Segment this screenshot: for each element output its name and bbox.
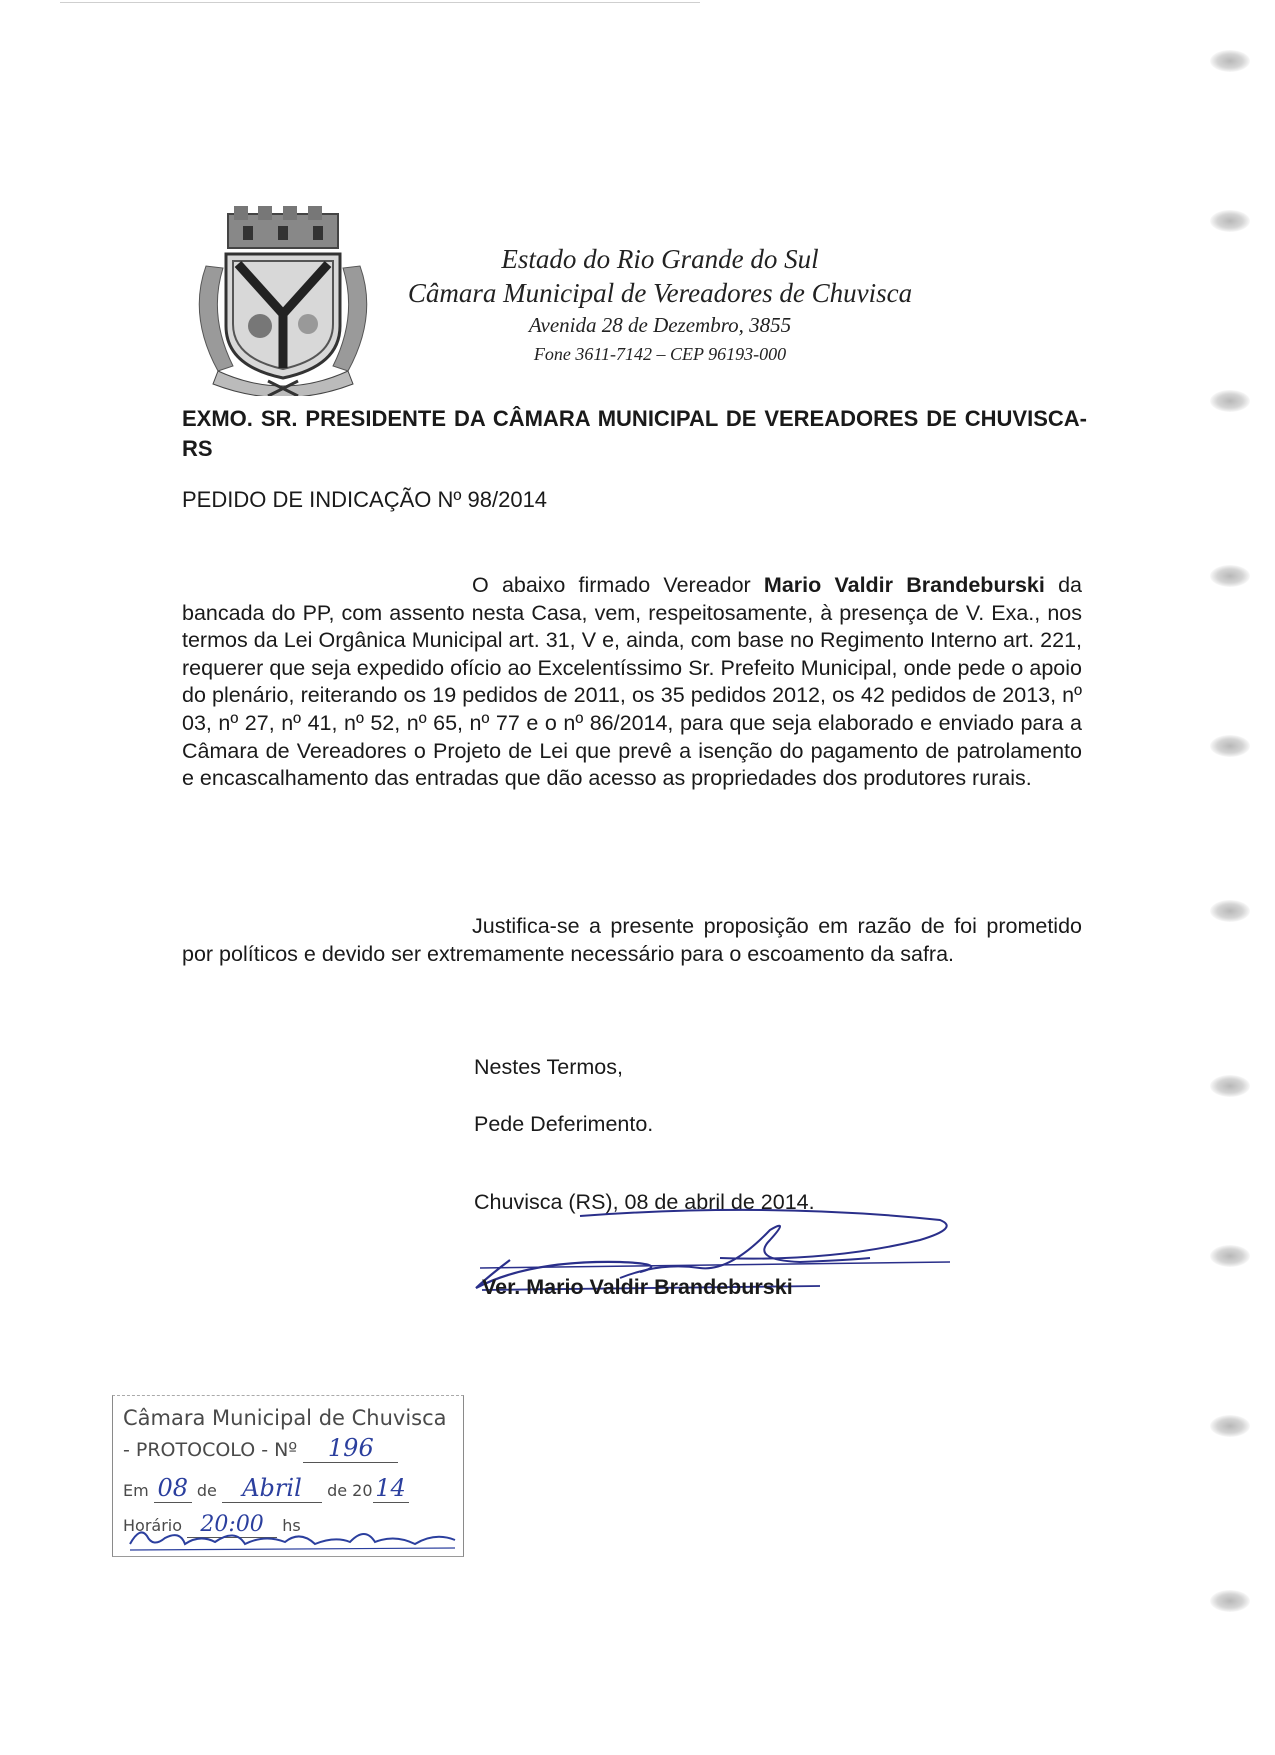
stamp-horario-label: Horário (123, 1516, 183, 1535)
letterhead-state: Estado do Rio Grande do Sul (501, 244, 819, 274)
stamp-hs-label: hs (282, 1516, 301, 1535)
stamp-day: 08 (154, 1474, 192, 1503)
closing-terms: Nestes Termos, (474, 1055, 623, 1079)
punch-hole (1210, 1590, 1250, 1612)
stamp-protocol-label: - PROTOCOLO - Nº (123, 1439, 298, 1461)
punch-hole (1210, 50, 1250, 72)
paragraph-1-intro: O abaixo firmado Vereador (472, 573, 751, 597)
letterhead-address: Avenida 28 de Dezembro, 3855 (528, 313, 792, 337)
stamp-de-label: de (196, 1481, 217, 1500)
councilor-name: Mario Valdir Brandeburski (763, 573, 1045, 597)
protocol-stamp (112, 1395, 464, 1557)
letterhead-institution: Câmara Municipal de Vereadores de Chuvisca (407, 278, 913, 308)
punch-hole (1210, 210, 1250, 232)
paragraph-1 (182, 572, 1082, 793)
punch-holes (1210, 40, 1260, 1660)
punch-hole (1210, 565, 1250, 587)
municipal-crest-icon (188, 206, 378, 396)
letterhead (380, 242, 940, 368)
request-title: PEDIDO DE INDICAÇÃO Nº 98/2014 (182, 487, 548, 512)
paragraph-1-text: da bancada do PP, com assento nesta Casa, vem, respeitosamente, à presença de V. Exa., nos termos da Lei Orgânica Municipal art. 31, V e, ainda, com base no Regimento Interno art. 221, requerer que seja expedido ofício ao Excelentíssimo Sr. Prefeito Municipal, onde pede o apoio do plenário, reiterando os 19 pedidos de 2011, os 35 pedidos 2012, os 42 pedidos de 2013, nº 03, nº 27, nº 41, nº 52, nº 65, nº 77 e o nº 86/2014, para que seja elaborado e enviado para a Câmara de Vereadores o Projeto de Lei que prevê a isenção do pagamento de patrolamento e encascalhamento das entradas que dão acesso as propriedades dos produtores rurais. (182, 573, 1082, 791)
place-date: Chuvisca (RS), 08 de abril de 2014. (474, 1190, 815, 1214)
punch-hole (1210, 1415, 1250, 1437)
punch-hole (1210, 1075, 1250, 1097)
stamp-year-label: de 20 (327, 1481, 373, 1500)
signature-name: Ver. Mario Valdir Brandeburski (482, 1275, 793, 1299)
punch-hole (1210, 390, 1250, 412)
stamp-time: 20:00 (187, 1512, 277, 1538)
punch-hole (1210, 900, 1250, 922)
stamp-signature-image (125, 1524, 460, 1554)
closing-request: Pede Deferimento. (474, 1112, 654, 1136)
punch-hole (1210, 1245, 1250, 1267)
stamp-year-suffix: 14 (373, 1474, 409, 1503)
stamp-protocol-number: 196 (303, 1434, 398, 1463)
stamp-protocol-line (123, 1434, 398, 1463)
letterhead-phone: Fone 3611-7142 – CEP 96193-000 (533, 344, 787, 364)
stamp-month: Abril (222, 1474, 322, 1503)
addressee: EXMO. SR. PRESIDENTE DA CÂMARA MUNICIPAL DE VEREADORES DE CHUVISCA-RS (182, 406, 1087, 461)
stamp-date-line (123, 1474, 409, 1503)
stamp-title: Câmara Municipal de Chuvisca (123, 1406, 447, 1430)
paragraph-2 (182, 913, 1082, 968)
stamp-em-label: Em (123, 1481, 149, 1500)
paragraph-2-text: Justifica-se a presente proposição em razão de foi prometido por políticos e devido ser extremamente necessário para o escoamento da safra. (182, 914, 1082, 966)
scan-edge-line (60, 2, 700, 3)
punch-hole (1210, 735, 1250, 757)
